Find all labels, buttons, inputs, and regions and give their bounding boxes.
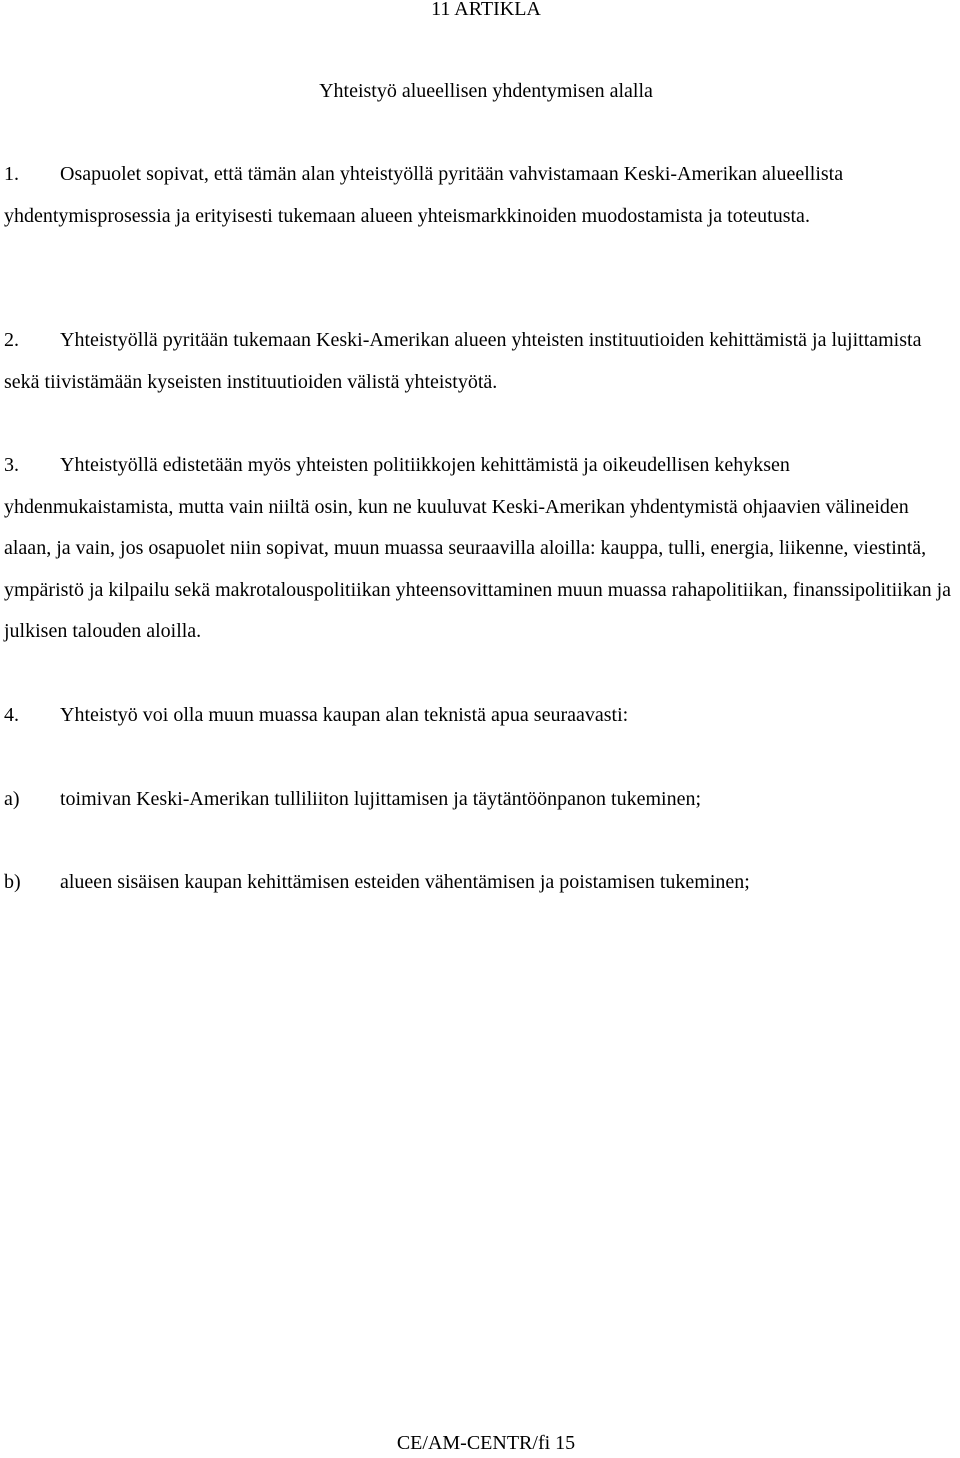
paragraph-number: 4. xyxy=(4,704,19,726)
list-item-text: toimivan Keski-Amerikan tulliliiton lujittamisen ja täytäntöönpanon tukeminen; xyxy=(60,788,701,810)
list-item-a xyxy=(4,784,956,814)
list-marker: a) xyxy=(4,788,20,810)
list-item-b xyxy=(4,867,956,897)
article-title: 11 ARTIKLA xyxy=(431,0,541,20)
list-marker: b) xyxy=(4,871,21,893)
paragraph-2 xyxy=(4,320,956,403)
list-item-text: alueen sisäisen kaupan kehittämisen esteiden vähentämisen ja poistamisen tukeminen; xyxy=(60,871,750,893)
paragraph-text: Yhteistyöllä edistetään myös yhteisten politiikkojen kehittämistä ja oikeudellisen kehyksen yhdenmukaistamista, mutta vain niiltä osin, kun ne kuuluvat Keski-Amerikan yhdentymistä ohjaavien välineiden alaan, ja vain, jos osapuolet niin sopivat, muun muassa seuraavilla aloilla: kauppa, tulli, energia, liikenne, viestintä, ympäristö ja kilpailu sekä makrotalouspolitiikan yhteensovittaminen muun muassa rahapolitiikan, finanssipolitiikan ja julkisen talouden aloilla. xyxy=(4,454,952,642)
paragraph-1 xyxy=(4,154,956,237)
paragraph-text: Yhteistyö voi olla muun muassa kaupan alan teknistä apua seuraavasti: xyxy=(60,704,629,726)
paragraph-number: 1. xyxy=(4,163,19,185)
paragraph-number: 2. xyxy=(4,329,19,351)
paragraph-number: 3. xyxy=(4,454,19,476)
paragraph-4 xyxy=(4,695,956,737)
paragraph-text: Osapuolet sopivat, että tämän alan yhteistyöllä pyritään vahvistamaan Keski-Amerikan alueellista yhdentymisprosessia ja erityisesti tukemaan alueen yhteismarkkinoiden muodostamista ja toteutusta. xyxy=(4,163,844,227)
paragraph-text: Yhteistyöllä pyritään tukemaan Keski-Amerikan alueen yhteisten instituutioiden kehittämistä ja lujittamista sekä tiivistämään kyseisten instituutioiden välistä yhteistyötä. xyxy=(4,329,922,393)
page-footer: CE/AM-CENTR/fi 15 xyxy=(396,1432,576,1454)
article-subtitle: Yhteistyö alueellisen yhdentymisen alalla xyxy=(319,80,653,102)
paragraph-3 xyxy=(4,445,956,653)
